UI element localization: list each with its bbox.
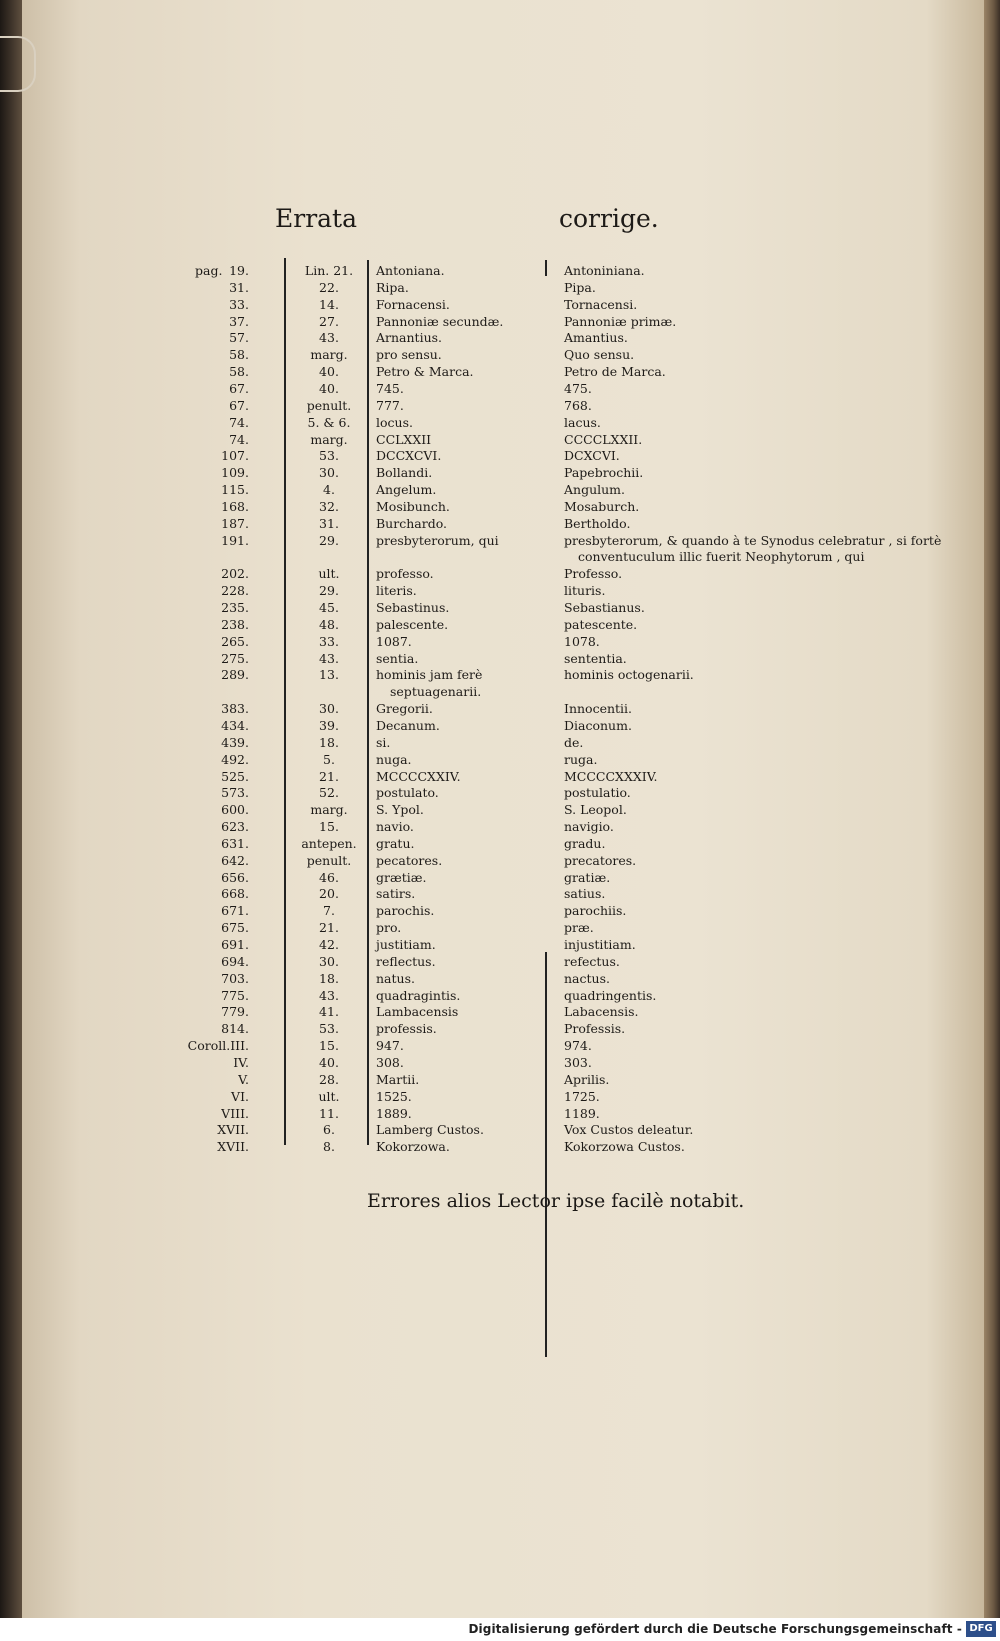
line-number: 30. [319, 465, 339, 481]
line-number: 18. [319, 734, 339, 750]
errata-row [0, 616, 1000, 633]
footer-text: Digitalisierung gefördert durch die Deutsche Forschungsgemeinschaft - [468, 1622, 962, 1636]
erratum-text: Lambacensis [376, 1004, 459, 1020]
errata-row [0, 582, 1000, 599]
errata-heading: Errata [275, 204, 358, 233]
line-number: 42. [319, 937, 339, 952]
line-number: antepen. [301, 835, 357, 851]
errata-row [0, 431, 1000, 448]
errata-row [0, 1003, 1000, 1020]
page-number: 492. [221, 751, 249, 767]
page-number: 573. [221, 785, 249, 801]
errata-row [0, 852, 1000, 869]
page-clip [0, 36, 36, 92]
erratum-text: Angelum. [376, 482, 437, 498]
correction-text: patescente. [564, 616, 638, 632]
page-number: Coroll.III. [187, 1038, 249, 1054]
errata-row [0, 313, 1000, 330]
correction-text: sententia. [564, 650, 627, 666]
page-number: 703. [221, 970, 249, 986]
page-number: 31. [229, 279, 249, 295]
erratum-text: Sebastinus. [376, 600, 450, 615]
erratum-text: 777. [376, 397, 404, 413]
erratum-text-continued: septuagenarii. [390, 684, 482, 700]
line-number: 29. [319, 532, 339, 548]
line-number: 33. [319, 633, 339, 649]
page-number: 67. [229, 380, 249, 396]
page-number: 434. [221, 717, 249, 733]
page-number: 525. [221, 768, 249, 784]
errata-row [0, 734, 1000, 751]
correction-text: Kokorzowa Custos. [564, 1139, 685, 1155]
erratum-text: Burchardo. [376, 515, 447, 531]
correction-text: de. [564, 734, 584, 750]
erratum-text: Fornacensi. [376, 296, 450, 312]
erratum-text: hominis jam ferè [376, 667, 483, 683]
erratum-text: CCLXXII [376, 431, 432, 447]
column-rule [545, 952, 547, 1357]
line-number: 22. [319, 279, 339, 295]
errata-row [0, 700, 1000, 717]
correction-text: Tornacensi. [564, 296, 638, 312]
column-rule [284, 258, 286, 1145]
errata-row [0, 363, 1000, 380]
page-number: 74. [229, 414, 249, 430]
correction-text: 1078. [564, 633, 600, 649]
erratum-text: 745. [376, 380, 404, 396]
erratum-text: pro. [376, 920, 402, 936]
line-number: 31. [319, 515, 339, 531]
correction-text: gradu. [564, 835, 606, 851]
correction-text: 1189. [564, 1105, 600, 1121]
errata-row-continuation [0, 683, 1000, 700]
line-number: marg. [310, 431, 348, 447]
page-number: IV. [233, 1054, 249, 1070]
line-number: 43. [319, 330, 339, 346]
correction-text: Professo. [564, 566, 623, 582]
page-number: 191. [221, 532, 249, 548]
erratum-text: literis. [376, 583, 417, 599]
line-number: 30. [319, 953, 339, 969]
correction-text: 475. [564, 380, 592, 396]
erratum-text: S. Ypol. [376, 802, 424, 818]
correction-text: Pannoniæ primæ. [564, 313, 677, 329]
errata-row [0, 346, 1000, 363]
errata-row [0, 464, 1000, 481]
line-number: marg. [310, 347, 348, 363]
correction-text: ruga. [564, 751, 598, 767]
correction-text: 768. [564, 397, 592, 413]
line-number: ult. [318, 1088, 340, 1104]
line-number: 46. [319, 869, 339, 885]
erratum-text: Lamberg Custos. [376, 1122, 484, 1138]
errata-row [0, 818, 1000, 835]
line-number: 14. [319, 296, 339, 312]
page-number: 58. [229, 364, 249, 380]
line-number: 40. [319, 380, 339, 396]
correction-text: lituris. [564, 583, 606, 599]
erratum-text: Decanum. [376, 717, 440, 733]
line-number: 53. [319, 1021, 339, 1037]
page-number: 383. [221, 701, 249, 717]
errata-row [0, 380, 1000, 397]
correction-text: satius. [564, 886, 606, 902]
page-number: 235. [221, 600, 249, 615]
errata-row [0, 1020, 1000, 1037]
correction-text-continued: conventuculum illic fuerit Neophytorum , qui [578, 549, 865, 565]
errata-row [0, 414, 1000, 431]
corrige-heading: corrige. [559, 204, 659, 233]
errata-row [0, 953, 1000, 970]
page-number: 19. [229, 263, 249, 278]
correction-text: injustitiam. [564, 937, 636, 952]
errata-row-continuation [0, 548, 1000, 565]
erratum-text: Gregorii. [376, 701, 433, 717]
erratum-text: si. [376, 734, 391, 750]
errata-row [0, 532, 1000, 549]
errata-row [0, 751, 1000, 768]
erratum-text: presbyterorum, qui [376, 532, 499, 548]
line-number: 21. [319, 768, 339, 784]
page-number: 57. [229, 330, 249, 346]
erratum-text: sentia. [376, 650, 419, 666]
line-number: 29. [319, 583, 339, 599]
correction-text: gratiæ. [564, 869, 611, 885]
page-number: 671. [221, 903, 249, 919]
correction-text: præ. [564, 920, 594, 936]
correction-text: precatores. [564, 852, 637, 868]
errata-row [0, 279, 1000, 296]
erratum-text: satirs. [376, 886, 416, 902]
line-number: 15. [319, 1038, 339, 1054]
line-number: 27. [319, 313, 339, 329]
erratum-text: navio. [376, 819, 414, 835]
page-number: XVII. [217, 1122, 249, 1138]
erratum-text: justitiam. [376, 937, 436, 952]
correction-text: Labacensis. [564, 1004, 639, 1020]
correction-text: Petro de Marca. [564, 364, 666, 380]
erratum-text: professis. [376, 1021, 437, 1037]
line-number: 7. [323, 903, 335, 919]
line-number: penult. [306, 852, 352, 868]
errata-row [0, 885, 1000, 902]
correction-text: Professis. [564, 1021, 626, 1037]
erratum-text: MCCCCXXIV. [376, 768, 461, 784]
errata-row [0, 296, 1000, 313]
page-number: 187. [221, 515, 249, 531]
erratum-text: 1889. [376, 1105, 412, 1121]
errata-row [0, 1121, 1000, 1138]
page-number: 33. [229, 296, 249, 312]
page-number: 642. [221, 852, 249, 868]
line-number: Lin. 21. [304, 263, 354, 278]
line-number: 45. [319, 600, 339, 615]
page-number: 275. [221, 650, 249, 666]
errata-row [0, 987, 1000, 1004]
line-number: 30. [319, 701, 339, 717]
errata-row [0, 498, 1000, 515]
line-number: 40. [319, 1054, 339, 1070]
page-number: 107. [221, 448, 249, 464]
errata-row [0, 801, 1000, 818]
errata-row [0, 1054, 1000, 1071]
correction-text: 303. [564, 1054, 592, 1070]
errata-row [0, 1088, 1000, 1105]
line-number: ult. [318, 566, 340, 582]
correction-text: Sebastianus. [564, 600, 645, 615]
page-number: 265. [221, 633, 249, 649]
correction-text: 1725. [564, 1088, 600, 1104]
erratum-text: pro sensu. [376, 347, 442, 363]
page-number: 37. [229, 313, 249, 329]
page-number: 668. [221, 886, 249, 902]
line-number: 43. [319, 650, 339, 666]
footer-bar [0, 1618, 1000, 1641]
errata-row [0, 481, 1000, 498]
page-number: 202. [221, 566, 249, 582]
errata-row [0, 650, 1000, 667]
correction-text: postulatio. [564, 785, 631, 801]
erratum-text: gratu. [376, 835, 415, 851]
erratum-text: 1525. [376, 1088, 412, 1104]
correction-text: Antoniniana. [564, 263, 645, 278]
page-number: 74. [229, 431, 249, 447]
line-number: penult. [306, 397, 352, 413]
correction-text: Bertholdo. [564, 515, 631, 531]
erratum-text: parochis. [376, 903, 435, 919]
page-number: V. [238, 1071, 249, 1087]
page-number: 67. [229, 397, 249, 413]
correction-text: 974. [564, 1038, 592, 1054]
line-number: 40. [319, 364, 339, 380]
errata-row [0, 936, 1000, 953]
erratum-text: Antoniana. [376, 263, 445, 278]
errata-row [0, 666, 1000, 683]
correction-text: refectus. [564, 953, 620, 969]
errata-row [0, 717, 1000, 734]
line-number: 18. [319, 970, 339, 986]
column-rule [545, 260, 547, 276]
page-number: 691. [221, 937, 249, 952]
errata-row [0, 919, 1000, 936]
correction-text: Pipa. [564, 279, 596, 295]
page-number: 168. [221, 498, 249, 514]
dfg-logo-icon: DFG [966, 1621, 996, 1637]
closing-note: Errores alios Lector ipse facilè notabit. [367, 1190, 745, 1212]
erratum-text: 947. [376, 1038, 404, 1054]
line-number: 13. [319, 667, 339, 683]
erratum-text: quadragintis. [376, 987, 461, 1003]
line-number: 28. [319, 1071, 339, 1087]
page-number: 600. [221, 802, 249, 818]
page-number: 228. [221, 583, 249, 599]
correction-text: Vox Custos deleatur. [564, 1122, 694, 1138]
page-number: 814. [221, 1021, 249, 1037]
line-number: 53. [319, 448, 339, 464]
line-number: 5. & 6. [307, 414, 351, 430]
page-number: 675. [221, 920, 249, 936]
erratum-text: Petro & Marca. [376, 364, 474, 380]
erratum-text: DCCXCVI. [376, 448, 442, 464]
errata-row [0, 1037, 1000, 1054]
line-number: 15. [319, 819, 339, 835]
correction-text: navigio. [564, 819, 614, 835]
page-number: VI. [231, 1088, 249, 1104]
page-number: XVII. [217, 1139, 249, 1155]
correction-text: CCCCLXXII. [564, 431, 643, 447]
page-number: 115. [221, 482, 249, 498]
correction-text: Aprilis. [564, 1071, 610, 1087]
line-number: 52. [319, 785, 339, 801]
line-number: 32. [319, 498, 339, 514]
erratum-text: professo. [376, 566, 434, 582]
correction-text: MCCCCXXXIV. [564, 768, 658, 784]
erratum-text: Martii. [376, 1071, 420, 1087]
line-number: 21. [319, 920, 339, 936]
page-number: 694. [221, 953, 249, 969]
erratum-text: postulato. [376, 785, 439, 801]
erratum-text: Mosibunch. [376, 498, 450, 514]
page-number: 289. [221, 667, 249, 683]
line-number: 43. [319, 987, 339, 1003]
line-number: 20. [319, 886, 339, 902]
erratum-text: Kokorzowa. [376, 1139, 450, 1155]
erratum-text: reflectus. [376, 953, 436, 969]
correction-text: lacus. [564, 414, 601, 430]
line-number: 41. [319, 1004, 339, 1020]
correction-text: Angulum. [564, 482, 626, 498]
correction-text: quadringentis. [564, 987, 657, 1003]
correction-text: Quo sensu. [564, 347, 635, 363]
erratum-text: grætiæ. [376, 869, 427, 885]
line-number: 6. [323, 1122, 335, 1138]
erratum-text: 308. [376, 1054, 404, 1070]
errata-row [0, 869, 1000, 886]
erratum-text: Pannoniæ secundæ. [376, 313, 504, 329]
correction-text: hominis octogenarii. [564, 667, 694, 683]
errata-row [0, 515, 1000, 532]
errata-row [0, 447, 1000, 464]
line-number: 4. [323, 482, 335, 498]
erratum-text: palescente. [376, 616, 449, 632]
erratum-text: natus. [376, 970, 415, 986]
page-prefix: pag. [195, 263, 223, 278]
page-number: 439. [221, 734, 249, 750]
errata-row [0, 565, 1000, 582]
page-number: VIII. [221, 1105, 249, 1121]
line-number: 5. [323, 751, 335, 767]
errata-row [0, 1071, 1000, 1088]
errata-row [0, 1138, 1000, 1155]
erratum-text: locus. [376, 414, 413, 430]
line-number: 48. [319, 616, 339, 632]
line-number: 11. [319, 1105, 339, 1121]
page-number: 109. [221, 465, 249, 481]
errata-row [0, 1105, 1000, 1122]
errata-row [0, 902, 1000, 919]
errata-row [0, 768, 1000, 785]
correction-text: DCXCVI. [564, 448, 620, 464]
errata-row [0, 835, 1000, 852]
page-number: 775. [221, 987, 249, 1003]
page-number: 238. [221, 616, 249, 632]
line-number: 8. [323, 1139, 335, 1155]
page-number: 58. [229, 347, 249, 363]
errata-row [0, 397, 1000, 414]
errata-row [0, 329, 1000, 346]
erratum-text: 1087. [376, 633, 412, 649]
correction-text: Mosaburch. [564, 498, 640, 514]
errata-row [0, 599, 1000, 616]
erratum-text: Arnantius. [376, 330, 443, 346]
page-number: 623. [221, 819, 249, 835]
errata-row [0, 633, 1000, 650]
correction-text: Papebrochii. [564, 465, 644, 481]
page-number: 631. [221, 835, 249, 851]
correction-text: Diaconum. [564, 717, 632, 733]
erratum-text: pecatores. [376, 852, 443, 868]
correction-text: Amantius. [564, 330, 628, 346]
correction-text: parochiis. [564, 903, 627, 919]
errata-row [0, 784, 1000, 801]
page-number: 656. [221, 869, 249, 885]
errata-row [0, 970, 1000, 987]
erratum-text: Ripa. [376, 279, 409, 295]
correction-text: nactus. [564, 970, 610, 986]
column-rule [367, 260, 369, 1145]
page-number: 779. [221, 1004, 249, 1020]
erratum-text: nuga. [376, 751, 412, 767]
erratum-text: Bollandi. [376, 465, 433, 481]
correction-text: S. Leopol. [564, 802, 627, 818]
correction-text: Innocentii. [564, 701, 633, 717]
errata-row [0, 262, 1000, 279]
line-number: marg. [310, 802, 348, 818]
correction-text: presbyterorum, & quando à te Synodus celebratur , si fortè [564, 532, 942, 548]
line-number: 39. [319, 717, 339, 733]
